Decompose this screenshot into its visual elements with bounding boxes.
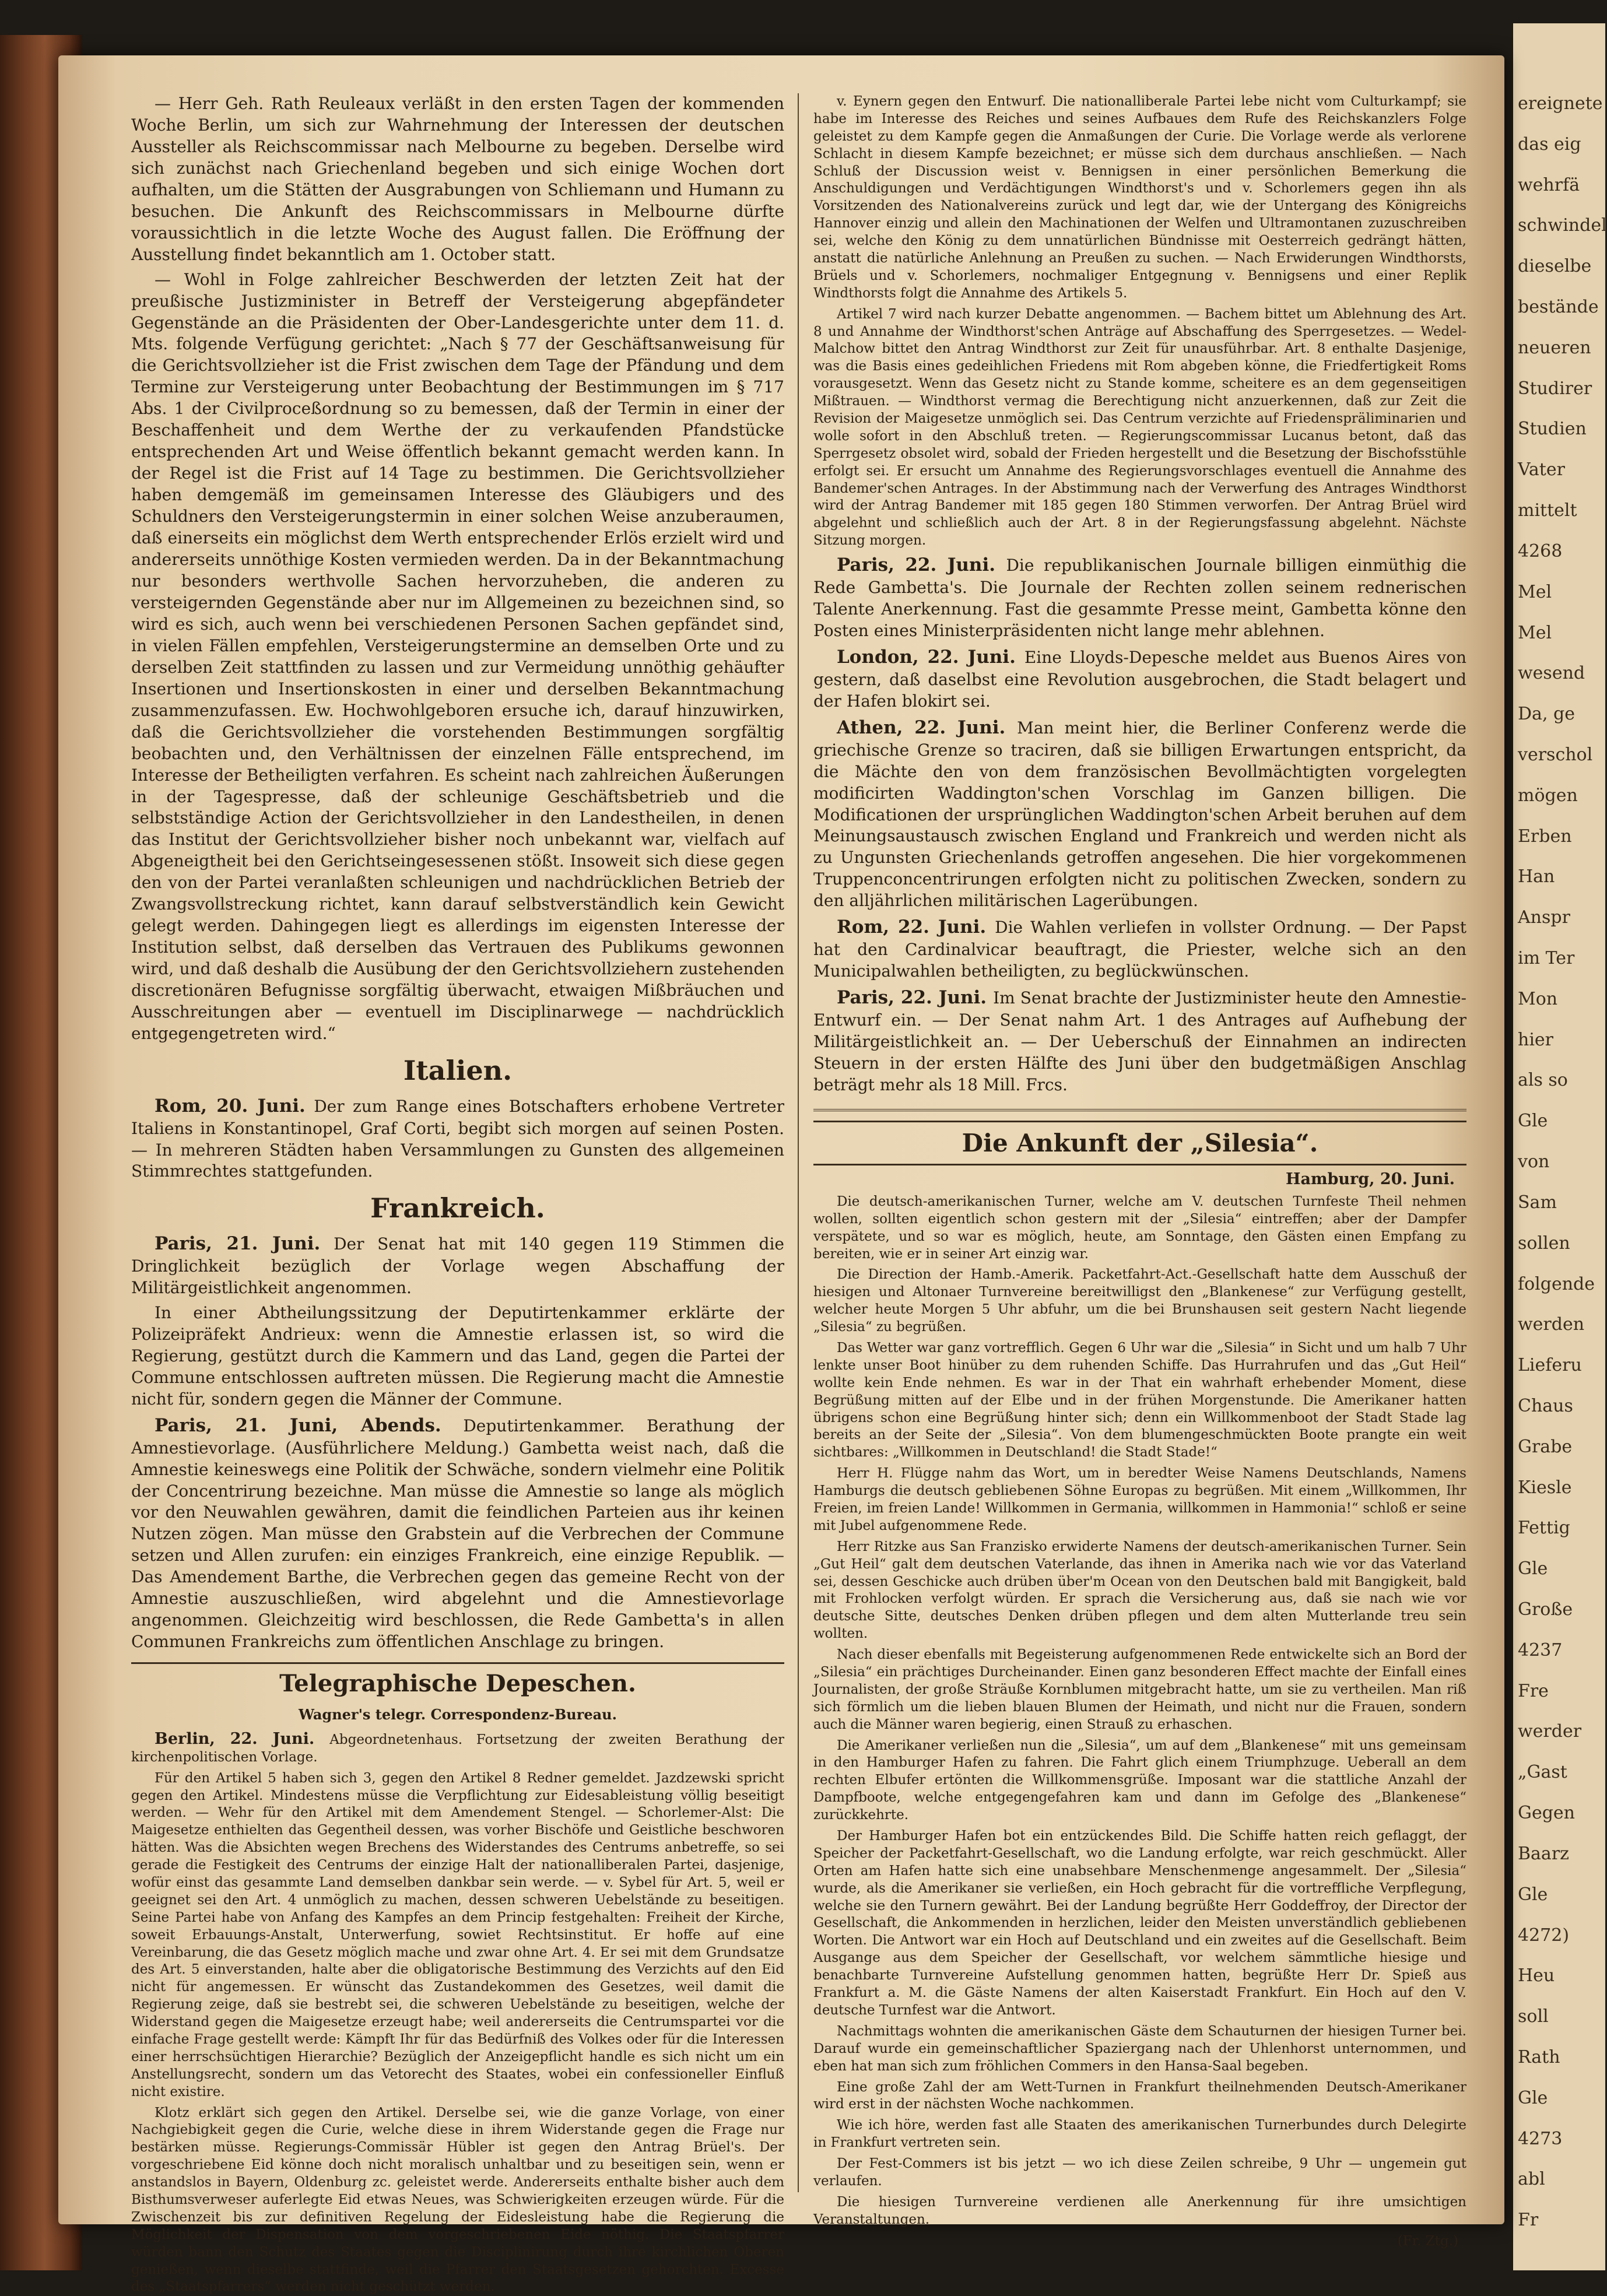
adjacent-page-fragment: Fr [1518,2210,1539,2231]
left-paragraph-1: — Wohl in Folge zahlreicher Beschwerden der letzten Zeit hat der preußische Justizminister in Betreff der Versteigerung abgepfändeter Gegenstände an die Präsidenten der Ober-Landesgerichte unter dem 11. d. Mts. folgende Verfügung gerichtet: „Nach § 77 der Geschäftsanweisung für die Gerichtsvollzieher ist die Frist zwischen dem Tage der Pfändung und dem Termine zur Versteigerung unter Beobachtung der Bestimmungen im § 717 Abs. 1 der Civilproceßordnung so zu bemessen, daß der Termin in einer der Beschaffenheit und dem Werthe der zu verkaufenden Pfandstücke entsprechenden Art und Weise öffentlich bekannt gemacht werden kann. In der Regel ist die Frist auf 14 Tage zu bestimmen. Die Gerichtsvollzieher haben demgemäß im gemeinsamen Interesse des Gläubigers und des Schuldners den Versteigerungstermin in einer solchen Weise anzuberaumen, daß einerseits ein möglichst dem Werth entsprechender Erlös erzielt wird und andererseits unnöthige Kosten vermieden werden. Da in der Bekanntmachung nur besonders werthvolle Sachen hervorzuheben, die anderen zu versteigernden Gegenstände aber nur im Allgemeinen zu bezeichnen sind, so wird es sich, auch wenn bei verschiedenen Personen Sachen gepfändet sind, in vielen Fällen empfehlen, Versteigerungstermine an demselben Orte und zu derselben Zeit stattfinden zu lassen und zur Vermeidung unnöthig gehäufter Insertionen und Insertionskosten in einer und derselben Bekanntmachung zusammenzufassen. Ew. Hochwohlgeboren ersuche ich, darauf hinzuwirken, daß die Gerichtsvollzieher die vorstehenden Bestimmungen sorgfältig beobachten und, den Verhältnissen der einzelnen Fälle entsprechend, im Interesse der Betheiligten verfahren. Es scheint nach zahlreichen Äußerungen in der Tagespresse, daß der schleunige Geschäftsbetrieb und die selbstständige Action der Gerichtsvollzieher in den Landestheilen, in denen das Institut der Gerichtsvollzieher bisher noch unbekannt war, vielfach auf Abgeneigtheit bei den Gerichtseingesessenen stößt. Insoweit sich diese gegen den von der Partei veranlaßten schleunigen und nachdrücklichen Betrieb der Zwangsvollstreckung richtet, kann darauf selbstverständlich kein Gewicht gelegt werden. Dahingegen liegt es allerdings im eigensten Interesse der Institution selbst, daß derselben das Vertrauen des Publikums gewonnen wird, und daß deshalb die Ausübung der den Gerichtsvollziehern zustehenden discretionären Befugnisse sorgfältig überwacht, etwaigen Mißbräuchen und Ausschreitungen aber — eventuell im Disciplinarwege — nachdrücklich entgegengetreten wird.“ [131,269,784,1043]
adjacent-page-fragment: Han [1518,866,1555,887]
dispatch-0 [813,553,1466,642]
adjacent-page-fragment: Gle [1518,2087,1548,2108]
frankreich-dateline-1: Paris, 21. Juni. [155,1233,321,1255]
silesia-paragraph-0: Die deutsch-amerikanischen Turner, welche am V. deutschen Turnfeste Theil nehmen wollen, sollten eigentlich schon gestern mit der „Silesia“ eintreffen; aber der Dampfer verspätete, und so war es möglich, heute, am Sonntage, den Gästen einen Empfang zu bereiten, wie er in seiner Art einzig war. [813,1193,1466,1262]
adjacent-page-fragment: Fre [1518,1680,1549,1701]
frankreich-text-1: Der Senat hat mit 140 gegen 119 Stimmen die Dringlichkeit bezüglich der Vorlage wegen Abschaffung der Militärgeistlichkeit angenommen. [131,1234,784,1297]
column-divider [798,93,799,2192]
italien-paragraph [131,1094,784,1183]
berlin-paragraph-0 [131,1729,784,1767]
silesia-paragraph-7: Der Hamburger Hafen bot ein entzückendes Bild. Die Schiffe hatten reich geflaggt, der Speicher der Packetfahrt-Gesellschaft, wo die Landung erfolgte, war reich geschmückt. Aller Orten am Hafen hatte sich eine unabsehbare Menschenmenge angesammelt. Der „Silesia“ wurde, als die Amerikaner sie verließen, ein Hoch gebracht für die vortreffliche Verpflegung, welche sie den Turnern gewährt. Bei der Landung begrüßte Herr Goddeffroy, der Director der Gesellschaft, die Ankommenden in herzlichen, leider den Meisten unverständlich gebliebenen Worten. Die Antwort war ein Hoch auf Deutschland und ein zweites auf die Gesellschaft. Beim Ausgange aus dem Speicher der Gesellschaft, vor welchem sämmtliche hiesige und benachbarte Turnvereine Aufstellung genommen hatten, begrüßte Herr Dr. Spieß aus Frankfurt a. M. die Gäste Namens der alten Kaiserstadt Frankfurt. Ein Hoch auf den V. deutsche Turnfest war die Antwort. [813,1828,1466,2018]
silesia-source: (Fr. Ztg.) [1397,2233,1458,2249]
adjacent-page-fragment: das eig [1518,134,1581,155]
adjacent-page-fragment: Studien [1518,419,1587,440]
heading-frankreich: Frankreich. [370,1192,545,1224]
adjacent-page-fragment: soll [1518,2006,1549,2027]
adjacent-page-fragment: Gle [1518,1884,1548,1905]
dispatch-text: Eine Lloyds-Depesche meldet aus Buenos Aires von gestern, daß daselbst eine Revolution ausgebrochen, die Stadt belagert und der Hafen blokirt sei. [813,647,1466,711]
adjacent-page-fragment: Studirer [1518,378,1592,399]
berlin-dateline: Berlin, 22. Juni. [155,1729,330,1748]
silesia-paragraph-9: Eine große Zahl der am Wett-Turnen in Frankfurt theilnehmenden Deutsch-Amerikaner wird erst in der nächsten Woche nachkommen. [813,2079,1466,2112]
silesia-paragraph-11: Der Fest-Commers ist bis jetzt — wo ich diese Zeilen schreibe, 9 Uhr — ungemein gut verlaufen. [813,2156,1466,2189]
dispatch-dateline: Paris, 22. Juni. [837,987,994,1009]
adjacent-page-fragment: 4273 [1518,2128,1563,2149]
adjacent-page-fragment: 4237 [1518,1640,1563,1660]
adjacent-page-fragment: Grabe [1518,1436,1573,1457]
adjacent-page-fragment: Gle [1518,1111,1548,1132]
adjacent-page-fragment: Fettig [1518,1518,1570,1539]
adjacent-page-fragment: ereignete [1518,93,1603,114]
adjacent-page-fragment: folgende [1518,1273,1595,1294]
frankreich-text-3: Deputirtenkammer. Berathung der Amnestievorlage. (Ausführlichere Meldung.) Gambetta weist nach, daß die Amnestie keineswegs eine Politik der Schwäche, sondern vielmehr eine Politik der Concentrirung bezeichne. Man müsse die Amnestie so lange als möglich vor den Neuwahlen gewähren, damit die feindlichen Parteien aus ihr keinen Nutzen zögen. Man müsse den Grabstein auf die Verbrechen der Commune setzen und Allen zurufen: ein einziges Frankreich, eine einzige Republik. — Das Amendement Barthe, die Verbrechen gegen das gemeine Recht von der Amnestie auszuschließen, wird abgelehnt und die Amnestievorlage angenommen. Gleichzeitig wird beschlossen, die Rede Gambetta's in allen Communen Frankreichs zum öffentlichen Anschlage zu bringen. [131,1416,784,1652]
left-paragraph-0: — Herr Geh. Rath Reuleaux verläßt in den ersten Tagen der kommenden Woche Berlin, um sich zur Wahrnehmung der Interessen der deutschen Aussteller als Reichscommissar nach Melbourne zu begeben. Derselbe wird sich zunächst nach Griechenland begeben und sich einige Wochen dort aufhalten, um die Stätten der Ausgrabungen von Schliemann und Humann zu besuchen. Die Ankunft des Reichscommissars in Melbourne dürfte voraussichtlich in die letzte Woche des August fallen. Die Eröffnung der Ausstellung findet bekanntlich am 1. October statt. [131,94,784,264]
adjacent-page-fragment: Gegen [1518,1803,1575,1824]
adjacent-page-fragment: dieselbe [1518,256,1592,277]
adjacent-page-fragment: bestände [1518,297,1599,318]
adjacent-page-fragment: wesend [1518,663,1585,684]
dispatch-2 [813,716,1466,912]
silesia-dateline: Hamburg, 20. Juni. [1285,1170,1455,1189]
dispatch-text: Man meint hier, die Berliner Conferenz werde die griechische Grenze so traciren, daß sie billigen Erwartungen entspricht, da die Mächte den von dem französischen Bevollmächtigten vorgelegten modificirten Waddington'schen Vorschlag im Ganzen billigen. Die Modificationen der ursprünglichen Waddington'schen Arbeit beruhen auf dem Meinungsaustausch zwischen England und Frankreich und werden nicht als zu Ungunsten Griechenlands getroffen angesehen. Die hier vorgekommenen Truppenconcentrirungen erfolgten nicht zu politischen Zwecken, sondern zu den alljährlichen militärischen Lagerübungen. [813,718,1467,911]
silesia-paragraph-6: Die Amerikaner verließen nun die „Silesia“, um auf dem „Blankenese“ mit uns gemeinsam in den Hamburger Hafen zu fahren. Die Fahrt glich einem Triumphzuge. Ueberall an dem rechten Elbufer ertönten die Willkommensgrüße. Imposant war die stattliche Anzahl der Dampfboote, welche entgegengefahren kam und dann im Gefolge des „Blankenese“ zurückkehrte. [813,1737,1466,1823]
bureau-line: Wagner's telegr. Correspondenz-Bureau. [299,1705,617,1723]
adjacent-page-fragment: Vater [1518,459,1565,480]
section-rule [813,1109,1466,1111]
adjacent-page-fragment: Lieferu [1518,1355,1582,1376]
frankreich-dateline-3: Paris, 21. Juni, Abends. [155,1414,441,1436]
adjacent-page-fragment: schwindel [1518,215,1607,236]
adjacent-page-fragment: von [1518,1151,1550,1172]
adjacent-page-fragment: Rath [1518,2046,1560,2067]
right-paragraph-1: Artikel 7 wird nach kurzer Debatte angenommen. — Bachem bittet um Ablehnung des Art. 8 und Annahme der Windthorst'schen Anträge auf Abschaffung des Sperrgesetzes. — Wedel-Malchow bittet den Antrag Windthorst zur Zeit für unausführbar. Art. 8 enthalte Dasjenige, was die Basis eines gedeihlichen Friedens mit Rom abgeben könne, die Friedfertigkeit Roms vorausgesetzt. Wenn das Gesetz nicht zu Stande komme, scheitere es an dem gegenseitigen Mißtrauen. — Windthorst vermag die Berechtigung nicht anzuerkennen, daß zur Zeit die Revision der Maigesetze unmöglich sei. Das Centrum verzichte auf Friedenspräliminarien und wolle sofort in den Abschluß treten. — Regierungscommissar Lucanus betont, daß das Sperrgesetz obsolet wird, sobald der Frieden hergestellt und die Besetzung der Bischofsstühle erfolgt sei. Er ersucht um Annahme des Regierungsvorschlages eventuell die Annahme des Bandemer'schen Antrages. In der Abstimmung nach der Verwerfung des Antrages Windthorst wird der Antrag Bandemer mit 185 gegen 180 Stimmen verworfen. Der Antrag Brüel wird abgelehnt und schließlich auch der Art. 8 in der Regierungsfassung abgelehnt. Nächste Sitzung morgen. [813,306,1466,549]
heading-telegraphische-depeschen: Telegraphische Depeschen. [131,1662,784,1700]
adjacent-page-fragment: als so [1518,1070,1568,1091]
dispatch-text: Im Senat brachte der Justizminister heute den Amnestie-Entwurf ein. — Der Senat nahm Art. 1 des Antrages auf Aufhebung der Militärgeistlichkeit an. — Der Ueberschuß der Einnahmen an indirecten Steuern in der ersten Hälfte des Juni über den budgetmäßigen Anschlag beträgt mehr als 18 Mill. Frcs. [813,988,1467,1094]
adjacent-page-fragment: Anspr [1518,907,1570,928]
left-column [131,93,784,2295]
frankreich-paragraph-2: In einer Abtheilungssitzung der Deputirtenkammer erklärte der Polizeipräfekt Andrieux: wenn die Amnestie erlassen ist, so wird die Regierung, gestützt durch die Kammern und das Land, gegen die Partei der Commune entschlossen auftreten müssen. Die Regierung macht die Amnestie nicht für, sondern gegen die Männer der Commune. [131,1303,784,1409]
left-paragraphs-top [131,93,784,1045]
adjacent-page-fragment: „Gast [1518,1762,1567,1783]
adjacent-page-fragment: Heu [1518,1965,1555,1986]
adjacent-page-fragment: Mel [1518,581,1552,602]
adjacent-page-fragment: sollen [1518,1233,1570,1254]
adjacent-page-fragment: Sam [1518,1192,1557,1213]
silesia-article-body [813,1193,1466,2229]
adjacent-page-fragment: 4272) [1518,1925,1570,1946]
adjacent-page-fragment: Baarz [1518,1843,1569,1864]
dispatch-dateline: Rom, 22. Juni. [837,917,995,938]
dispatch-dateline: London, 22. Juni. [837,646,1024,668]
adjacent-page-fragment: Da, ge [1518,704,1575,725]
adjacent-page-fragment: Gle [1518,1558,1548,1579]
silesia-paragraph-3: Herr H. Flügge nahm das Wort, um in beredter Weise Namens Deutschlands, Namens Hamburgs die deutsch gebliebenen Söhne Europas zu begrüßen. Mit einem „Willkommen, Ihr Freien, im freien Lande! Willkommen in Germania, willkommen in Hammonia!“ schloß er seine mit Jubel aufgenommene Rede. [813,1466,1466,1533]
adjacent-page-fragment: werder [1518,1721,1582,1742]
dispatch-text: Die Wahlen verliefen in vollster Ordnung. — Der Papst hat den Cardinalvicar beauftragt, die Priester, welche sich an den Municipalwahlen betheiligten, zu beglückwünschen. [813,918,1467,981]
dispatch-1 [813,645,1466,712]
adjacent-page-fragment: Mon [1518,988,1558,1009]
adjacent-page-fragment: mögen [1518,785,1578,806]
silesia-paragraph-12: Die hiesigen Turnvereine verdienen alle Anerkennung für ihre umsichtigen Veranstaltungen. [813,2194,1466,2227]
dispatch-list [813,553,1466,1096]
adjacent-page-fragment: verschol [1518,744,1593,765]
right-paragraphs-top [813,93,1466,550]
berlin-dispatch [131,1729,784,2296]
right-column [813,93,1467,2249]
adjacent-page-fragment: Kiesle [1518,1477,1572,1498]
frankreich-paragraph-3 [131,1414,784,1653]
dispatch-text: Die republikanischen Journale billigen einmüthig die Rede Gambetta's. Die Journale der Rechten zollen seinem rednerischen Talente Anerkennung. Fast die gesammte Presse meint, Gambetta könne den Posten eines Ministerpräsidenten nicht lange mehr ablehnen. [813,556,1466,640]
heading-italien: Italien. [403,1054,513,1086]
silesia-paragraph-2: Das Wetter war ganz vortrefflich. Gegen 6 Uhr war die „Silesia“ in Sicht und um halb 7 Uhr lenkte unser Boot hinüber zu dem ruhenden Schiffe. Das Hurrahrufen und das „Gut Heil“ wollte kein Ende nehmen. Es war in der That ein wahrhaft erhebender Moment, diese Begrüßung mitten auf der Elbe und in der frühen Morgenstunde. Die Amerikaner hatten übrigens schon eine Begrüßung hinter sich; denn ein Willkommenboot der Stadt Stade lag bereits an der Seite der „Silesia“. Von dem blumengeschmückten Boote prangte ein weit sichtbares: „Willkommen in Deutschland! die Stadt Stade!“ [813,1340,1466,1461]
dispatch-3 [813,915,1466,982]
frankreich-paragraph-1 [131,1232,784,1299]
silesia-paragraph-5: Nach dieser ebenfalls mit Begeisterung aufgenommenen Rede entwickelte sich an Bord der „Silesia“ ein prächtiges Durcheinander. Einen ganz besonderen Effect machte der Einfall eines Journalisten, der große Sträuße Kornblumen mitgebracht hatte, um sie zu vertheilen. Man riß sich förmlich um die lieben blauen Blumen der Heimath, und nicht nur die Frauen, sondern auch die Männer waren begierig, einen Strauß zu erhaschen. [813,1647,1466,1732]
italien-text: Der zum Range eines Botschafters erhobene Vertreter Italiens in Konstantinopel, Graf Corti, begibt sich morgen auf seinen Posten. — In mehreren Städten haben Versammlungen zu Gunsten des allgemeinen Stimmrechtes stattgefunden. [131,1096,784,1181]
adjacent-page-fragment: hier [1518,1029,1554,1050]
adjacent-page-fragment: wehrfä [1518,174,1580,195]
adjacent-page-fragment: Erben [1518,826,1572,847]
adjacent-page-fragment: Chaus [1518,1395,1573,1416]
adjacent-page-edge [1513,23,1605,2270]
italien-dateline: Rom, 20. Juni. [155,1095,306,1117]
adjacent-page-fragment: Mel [1518,622,1552,643]
adjacent-page-fragment: 4268 [1518,540,1563,561]
silesia-paragraph-10: Wie ich höre, werden fast alle Staaten des amerikanischen Turnerbundes durch Delegirte in Frankfurt vertreten sein. [813,2118,1466,2151]
dispatch-4 [813,986,1466,1096]
silesia-article-title: Die Ankunft der „Silesia“. [813,1121,1466,1165]
adjacent-page-fragment: werden [1518,1314,1585,1335]
silesia-paragraph-8: Nachmittags wohnten die amerikanischen Gäste dem Schauturnen der hiesigen Turner bei. Darauf wurde ein gemeinschaftlicher Spaziergang nach der Uhlenhorst unternommen, und eben hat man sich zum fröhlichen Commers in den Hansa-Saal begeben. [813,2023,1466,2074]
silesia-paragraph-1: Die Direction der Hamb.-Amerik. Packetfahrt-Act.-Gesellschaft hatte dem Ausschuß der hiesigen und Altonaer Turnvereine bereitwilligst den „Blankenese“ zur Verfügung gestellt, welcher heute Morgen 5 Uhr abfuhr, um die bei Brunshausen seit gestern Nacht liegende „Silesia“ zu begrüßen. [813,1267,1466,1335]
right-paragraph-0: v. Eynern gegen den Entwurf. Die nationalliberale Partei lebe nicht vom Culturkampf; sie habe im Interesse des Reiches und seines Aufbaues dem Rufe des Reichskanzlers Folge geleistet zu dem Kampfe gegen die Anmaßungen der Curie. Die Vorlage werde als verlorene Schlacht in diesem Kampfe bezeichnet; er müsse sich dem durchaus anschließen. — Nach Schluß der Discussion weist v. Bennigsen in einer persönlichen Bemerkung die Anschuldigungen und Verdächtigungen Windthorst's und v. Schorlemers gegen ihn als Vorsitzenden des Nationalvereins zurück und legt dar, wie der Untergang des Königreichs Hannover einzig und allein den Machinationen der Welfen und Ultramontanen zuzuschreiben sei, welche den König zu dem unnatürlichen Bündnisse mit Oesterreich gedrängt hätten, anstatt die natürliche Anlehnung an Preußen zu suchen. — Nach Erwiderungen Windthorsts, Brüels und v. Schorlemers, nochmaliger Entgegnung v. Bennigsens und einer Replik Windthorsts folgt die Annahme des Artikels 5. [813,94,1466,301]
dispatch-dateline: Athen, 22. Juni. [837,717,1017,738]
berlin-text-0: Abgeordnetenhaus. Fortsetzung der zweiten Berathung der kirchenpolitischen Vorlage. [131,1732,784,1765]
adjacent-page-fragment: im Ter [1518,948,1575,969]
berlin-paragraph-2: Klotz erklärt sich gegen den Artikel. Derselbe sei, wie die ganze Vorlage, von einer Nachgiebigkeit gegen die Curie, welche diese in ihrem Widerstande gegen die Frage nur bestärken müsse. Regierungs-Commissär Hübler ist gegen den Antrag Brüel's. Der vorgeschriebene Eid könne doch nicht moralisch unhaltbar und zu beseitigen sein, wenn er anstandslos in Bayern, Oldenburg zc. geleistet werde. Andererseits enthalte bisher auch dem Bisthumsverweser auferlegte Eid etwas Neues, was Schwierigkeiten erzeugen würde. Für die Zwischenzeit bis zur definitiven Regelung der Eidesleistung habe die Regierung die Möglichkeit der Dispensation von dem vorgeschriebenen Eide nöthig. Die Staatspfarrer würden bann den Schutz des Staates gegen die Disciplinirung durch ihre kirchlichen Oberen genießen, wenn dieselbe stattfinde, weil die Pfarrer den Staatsgesetzen gehorchten. Excesse des „Staatspfarrers“ werden nicht geschützt werden. [131,2105,784,2295]
adjacent-page-fragment: neueren [1518,337,1591,358]
silesia-paragraph-4: Herr Ritzke aus San Franzisko erwiderte Namens der deutsch-amerikanischen Turner. Sein „Gut Heil“ galt dem deutschen Vaterlande, das ihnen in Amerika nach wie vor das Vaterland sei, dessen Geschicke auch drüben über'm Ocean von den Deutschen bald mit Bangigkeit, bald mit Frohlocken verfolgt würden. Er sprach die Versicherung aus, daß sie nach wie vor deutsche Sitte, deutsches Denken drüben pflegen und dem alten Mutterlande treu sein wollten. [813,1539,1466,1642]
dispatch-dateline: Paris, 22. Juni. [837,554,1006,576]
adjacent-page-fragment: abl [1518,2169,1545,2190]
adjacent-page-fragment: mittelt [1518,500,1577,521]
berlin-paragraph-1: Für den Artikel 5 haben sich 3, gegen den Artikel 8 Redner gemeldet. Jazdzewski spricht gegen den Artikel. Mindestens müsse die Verpflichtung zur Eidesableistung völlig beseitigt werden. — Wehr für den Artikel mit dem Amendement Stengel. — Schorlemer-Alst: Die Maigesetze enthielten das Gegentheil dessen, was vorher Bischöfe und Geistliche beschworen hätten. Was die Absichten wegen Brechens des Widerstandes des Centrums anbetreffe, so sei gerade die Festigkeit des Centrums der einzige Halt der nationalliberalen Partei, dasjenige, wofür einst das gesammte Land demselben dankbar sein werde. — v. Sybel für Art. 5, weil er geeignet sei den Art. 4 unmöglich zu machen, dessen schweren Uebelstände zu beseitigen. Seine Partei habe von Anfang des Kampfes an dem Princip festgehalten: Freiheit der Kirche, soweit Erbauungs-Anstalt, Unterwerfung, sowiet Rechtsinstitut. Er hoffe auf eine Vereinbarung, die das Gesetz möglich mache und zwar ohne Art. 4. Er sei mit dem Grundsatze des Art. 5 einverstanden, halte aber die obligatorische Bestimmung des Verzichts auf den Eid nicht für angemessen. Er wünscht das Zustandekommen des Gesetzes, weil damit die Regierung zeige, daß sie bestrebt sei, die schweren Uebelstände zu beseitigen, welche der Widerstand gegen die Maigesetze erzeugt habe; weil andererseits die Centrumspartei vor die einfache Frage gestellt werde: Kämpft Ihr für das Bedürfniß des Volkes oder für die Interessen einer herrschsüchtigen Hierarchie? Bezüglich der Anzeigepflicht handle es sich nicht um ein Anstellungsrecht, sondern um das Vetorecht des Staates, wobei ein confessioneller Einfluß nicht existire. [131,1770,784,2100]
adjacent-page-fragment: Große [1518,1599,1573,1620]
